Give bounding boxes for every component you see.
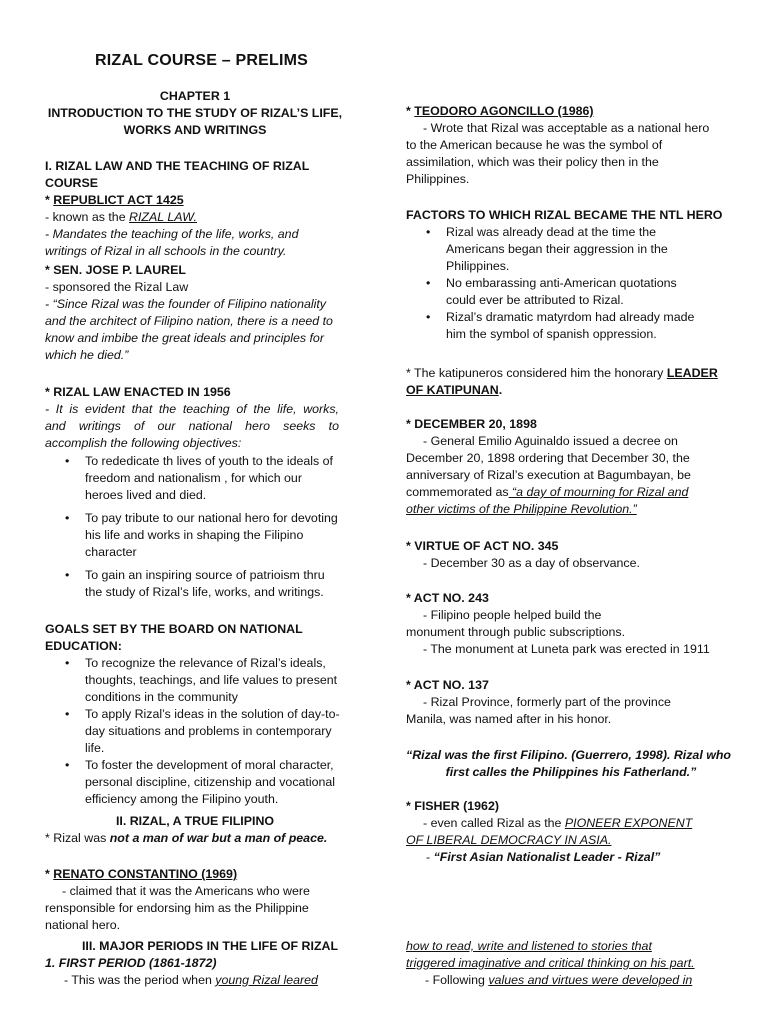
quote-line-2: first calles the Philippines his Fatherland.” — [445, 765, 697, 779]
enacted-heading: * RIZAL LAW ENACTED IN 1956 — [45, 385, 231, 399]
agoncillo-text-2: to the American because he was the symbol of — [406, 138, 663, 152]
list-item: • To recognize the relevance of Rizal’s ideals, thoughts, teachings, and life values to present conditions in the community — [45, 655, 365, 706]
man-of-peace-text: not a man of war but a man of peace. — [109, 831, 328, 845]
december-prefix: commemorated as — [406, 485, 509, 499]
constantino-text-2: rensponsible for endorsing him as the Philippine — [45, 901, 309, 915]
first-period-text — [45, 972, 345, 989]
fisher-quote: “First Asian Nationalist Leader - Rizal” — [433, 850, 661, 864]
fisher-heading: * FISHER (1962) — [406, 799, 499, 813]
list-item: • No embarassing anti-American quotations could ever be attributed to Rizal. — [406, 275, 728, 309]
page-title: RIZAL COURSE – PRELIMS — [95, 52, 309, 69]
section-1-heading: I. RIZAL LAW AND THE TEACHING OF RIZAL COURSE — [45, 159, 310, 190]
laurel-section — [45, 262, 345, 364]
katipunan-label: OF KATIPUNAN — [406, 383, 499, 397]
act-137-section — [406, 677, 728, 728]
first-period-link: young Rizal leared — [215, 973, 318, 987]
laurel-quote-1: - “Since Rizal was the founder of Filipino nationality — [45, 297, 326, 311]
agoncillo-heading: TEODORO AGONCILLO (1986) — [414, 104, 594, 118]
following-line — [406, 972, 736, 989]
section-2-heading: II. RIZAL, A TRUE FILIPINO — [115, 814, 275, 828]
constantino-text-3: national hero. — [45, 918, 121, 932]
laurel-quote-2: and the architect of Filipino nation, there is a need to — [45, 314, 333, 328]
factors-heading: FACTORS TO WHICH RIZAL BECAME THE NTL HERO — [406, 208, 723, 222]
list-item: • Rizal was already dead at the time the Americans began their aggression in the Philippines. — [406, 224, 728, 275]
republic-act-label: REPUBLICT ACT 1425 — [53, 193, 184, 207]
list-item: • To pay tribute to our national hero for devoting his life and works in shaping the Filipino character — [45, 510, 339, 561]
katipunan-line-1 — [406, 365, 728, 382]
laurel-quote-3: know and imbibe the great ideals and principles for — [45, 331, 324, 345]
man-of-peace-prefix: * Rizal was — [45, 831, 110, 845]
chapter-title-line1: INTRODUCTION TO THE STUDY OF RIZAL’S LIFE, — [47, 106, 343, 120]
following-prefix: - Following — [425, 973, 489, 987]
first-period-continued — [406, 938, 736, 989]
agoncillo-text-1: - Wrote that Rizal was acceptable as a national hero — [423, 121, 710, 135]
rizal-law-section — [45, 158, 365, 260]
constantino-heading: RENATO CONSTANTINO (1969) — [53, 867, 238, 881]
act-137-text-2: Manila, was named after in his honor. — [406, 712, 612, 726]
december-section — [406, 416, 728, 518]
agoncillo-text-3: assimilation, which was their policy then in the — [406, 155, 659, 169]
katipunan-section — [406, 365, 728, 399]
act-137-heading: * ACT NO. 137 — [406, 678, 489, 692]
act-243-heading: * ACT NO. 243 — [406, 591, 489, 605]
fisher-prefix: - even called Rizal as the — [423, 816, 565, 830]
katipunan-prefix: * The katipuneros considered him the honorary — [406, 366, 667, 380]
list-item: • To apply Rizal’s ideas in the solution of day-to-day situations and problems in contemporary life. — [45, 706, 365, 757]
act-345-section — [406, 538, 728, 572]
fisher-quote-line — [406, 849, 728, 866]
act-243-section — [406, 590, 736, 658]
agoncillo-text-4: Philippines. — [406, 172, 470, 186]
fisher-section — [406, 798, 728, 866]
pioneer-link-1: PIONEER EXPONENT — [564, 816, 693, 830]
enacted-text-3: accomplish the following objectives: — [45, 436, 242, 450]
chapter-title-line2: WORKS AND WRITINGS — [123, 123, 267, 137]
list-item: • To rededicate th lives of youth to the ideals of freedom and nationalism , for which our heroes lived and died. — [45, 453, 339, 504]
laurel-line-1: - sponsored the Rizal Law — [45, 280, 189, 294]
mandate-line-2: writings of Rizal in all schools in the country. — [45, 244, 287, 258]
following-link: values and virtues were developed in — [488, 973, 693, 987]
chapter-number: CHAPTER 1 — [159, 89, 231, 103]
goals-heading: GOALS SET BY THE BOARD ON NATIONAL EDUCATION: — [45, 622, 303, 653]
continued-line-1: how to read, write and listened to stories that — [406, 939, 652, 953]
rizal-law-link: RIZAL LAW. — [129, 210, 197, 224]
leader-label: LEADER — [666, 366, 718, 380]
objectives-list — [45, 453, 339, 601]
fisher-quote-prefix: - — [426, 850, 434, 864]
goals-list — [45, 655, 365, 808]
known-as-line — [45, 209, 365, 226]
enacted-text-1: - It is evident that the teaching of the life, works, — [45, 402, 339, 416]
katipunan-suffix: . — [498, 383, 503, 397]
goals-section — [45, 621, 365, 808]
factors-list — [406, 224, 728, 343]
mourning-link-1: “a day of mourning for Rizal and — [508, 485, 689, 499]
list-item: • To gain an inspiring source of patrioism thru the study of Rizal’s life, works, and writings. — [45, 567, 339, 601]
december-text-4 — [406, 484, 728, 501]
list-item: • Rizal’s dramatic matyrdom had already made him the symbol of spanish oppression. — [406, 309, 728, 343]
first-period-heading: 1. FIRST PERIOD (1861-1872) — [45, 956, 217, 970]
constantino-section — [45, 866, 345, 934]
factors-section — [406, 207, 728, 343]
december-text-1: - General Emilio Aguinaldo issued a decree on — [423, 434, 678, 448]
man-of-peace-line — [45, 830, 345, 847]
enacted-text-2: and writings of our national hero seeks to — [45, 419, 339, 433]
laurel-heading: * SEN. JOSE P. LAUREL — [45, 263, 186, 277]
act-243-text-3: - The monument at Luneta park was erected in 1911 — [423, 642, 710, 656]
act-345-heading: * VIRTUE OF ACT NO. 345 — [406, 539, 559, 553]
december-heading: * DECEMBER 20, 1898 — [406, 417, 537, 431]
constantino-text-1: - claimed that it was the Americans who were — [62, 884, 310, 898]
major-periods-section — [45, 938, 345, 989]
republic-act-line: * REPUBLICT ACT 1425 — [45, 193, 184, 207]
first-period-prefix: - This was the period when — [64, 973, 216, 987]
act-345-text: - December 30 as a day of observance. — [423, 556, 640, 570]
mandate-line-1: - Mandates the teaching of the life, works, and — [45, 227, 299, 241]
true-filipino-section — [45, 813, 345, 847]
constantino-heading-line: * RENATO CONSTANTINO (1969) — [45, 867, 238, 881]
chapter-heading — [45, 88, 345, 139]
katipunan-line-2 — [406, 382, 728, 399]
continued-line-2: triggered imaginative and critical thinking on his part. — [406, 956, 695, 970]
agoncillo-heading-line: * TEODORO AGONCILLO (1986) — [406, 104, 594, 118]
guerrero-quote — [406, 747, 736, 781]
pioneer-link-2: OF LIBERAL DEMOCRACY IN ASIA. — [406, 833, 612, 847]
act-137-text-1: - Rizal Province, formerly part of the province — [423, 695, 671, 709]
quote-line-1: “Rizal was the first Filipino. (Guerrero, 1998). Rizal who — [406, 748, 731, 762]
december-text-3: anniversary of Rizal’s execution at Bagumbayan, be — [406, 468, 691, 482]
mourning-link-2: other victims of the Philippine Revolution.” — [406, 502, 637, 516]
act-243-text-1: - Filipino people helped build the — [423, 608, 602, 622]
known-as-text: - known as the — [45, 210, 130, 224]
act-243-text-2: monument through public subscriptions. — [406, 625, 626, 639]
enacted-section — [45, 384, 339, 601]
fisher-text-1 — [406, 815, 728, 832]
agoncillo-section — [406, 103, 728, 188]
list-item: • To foster the development of moral character, personal discipline, citizenship and vocational efficiency among the Filipino youth. — [45, 757, 365, 808]
laurel-quote-4: which he died.” — [45, 348, 129, 362]
section-3-heading: III. MAJOR PERIODS IN THE LIFE OF RIZAL — [81, 939, 339, 953]
december-text-2: December 20, 1898 ordering that December 30, the — [406, 451, 690, 465]
